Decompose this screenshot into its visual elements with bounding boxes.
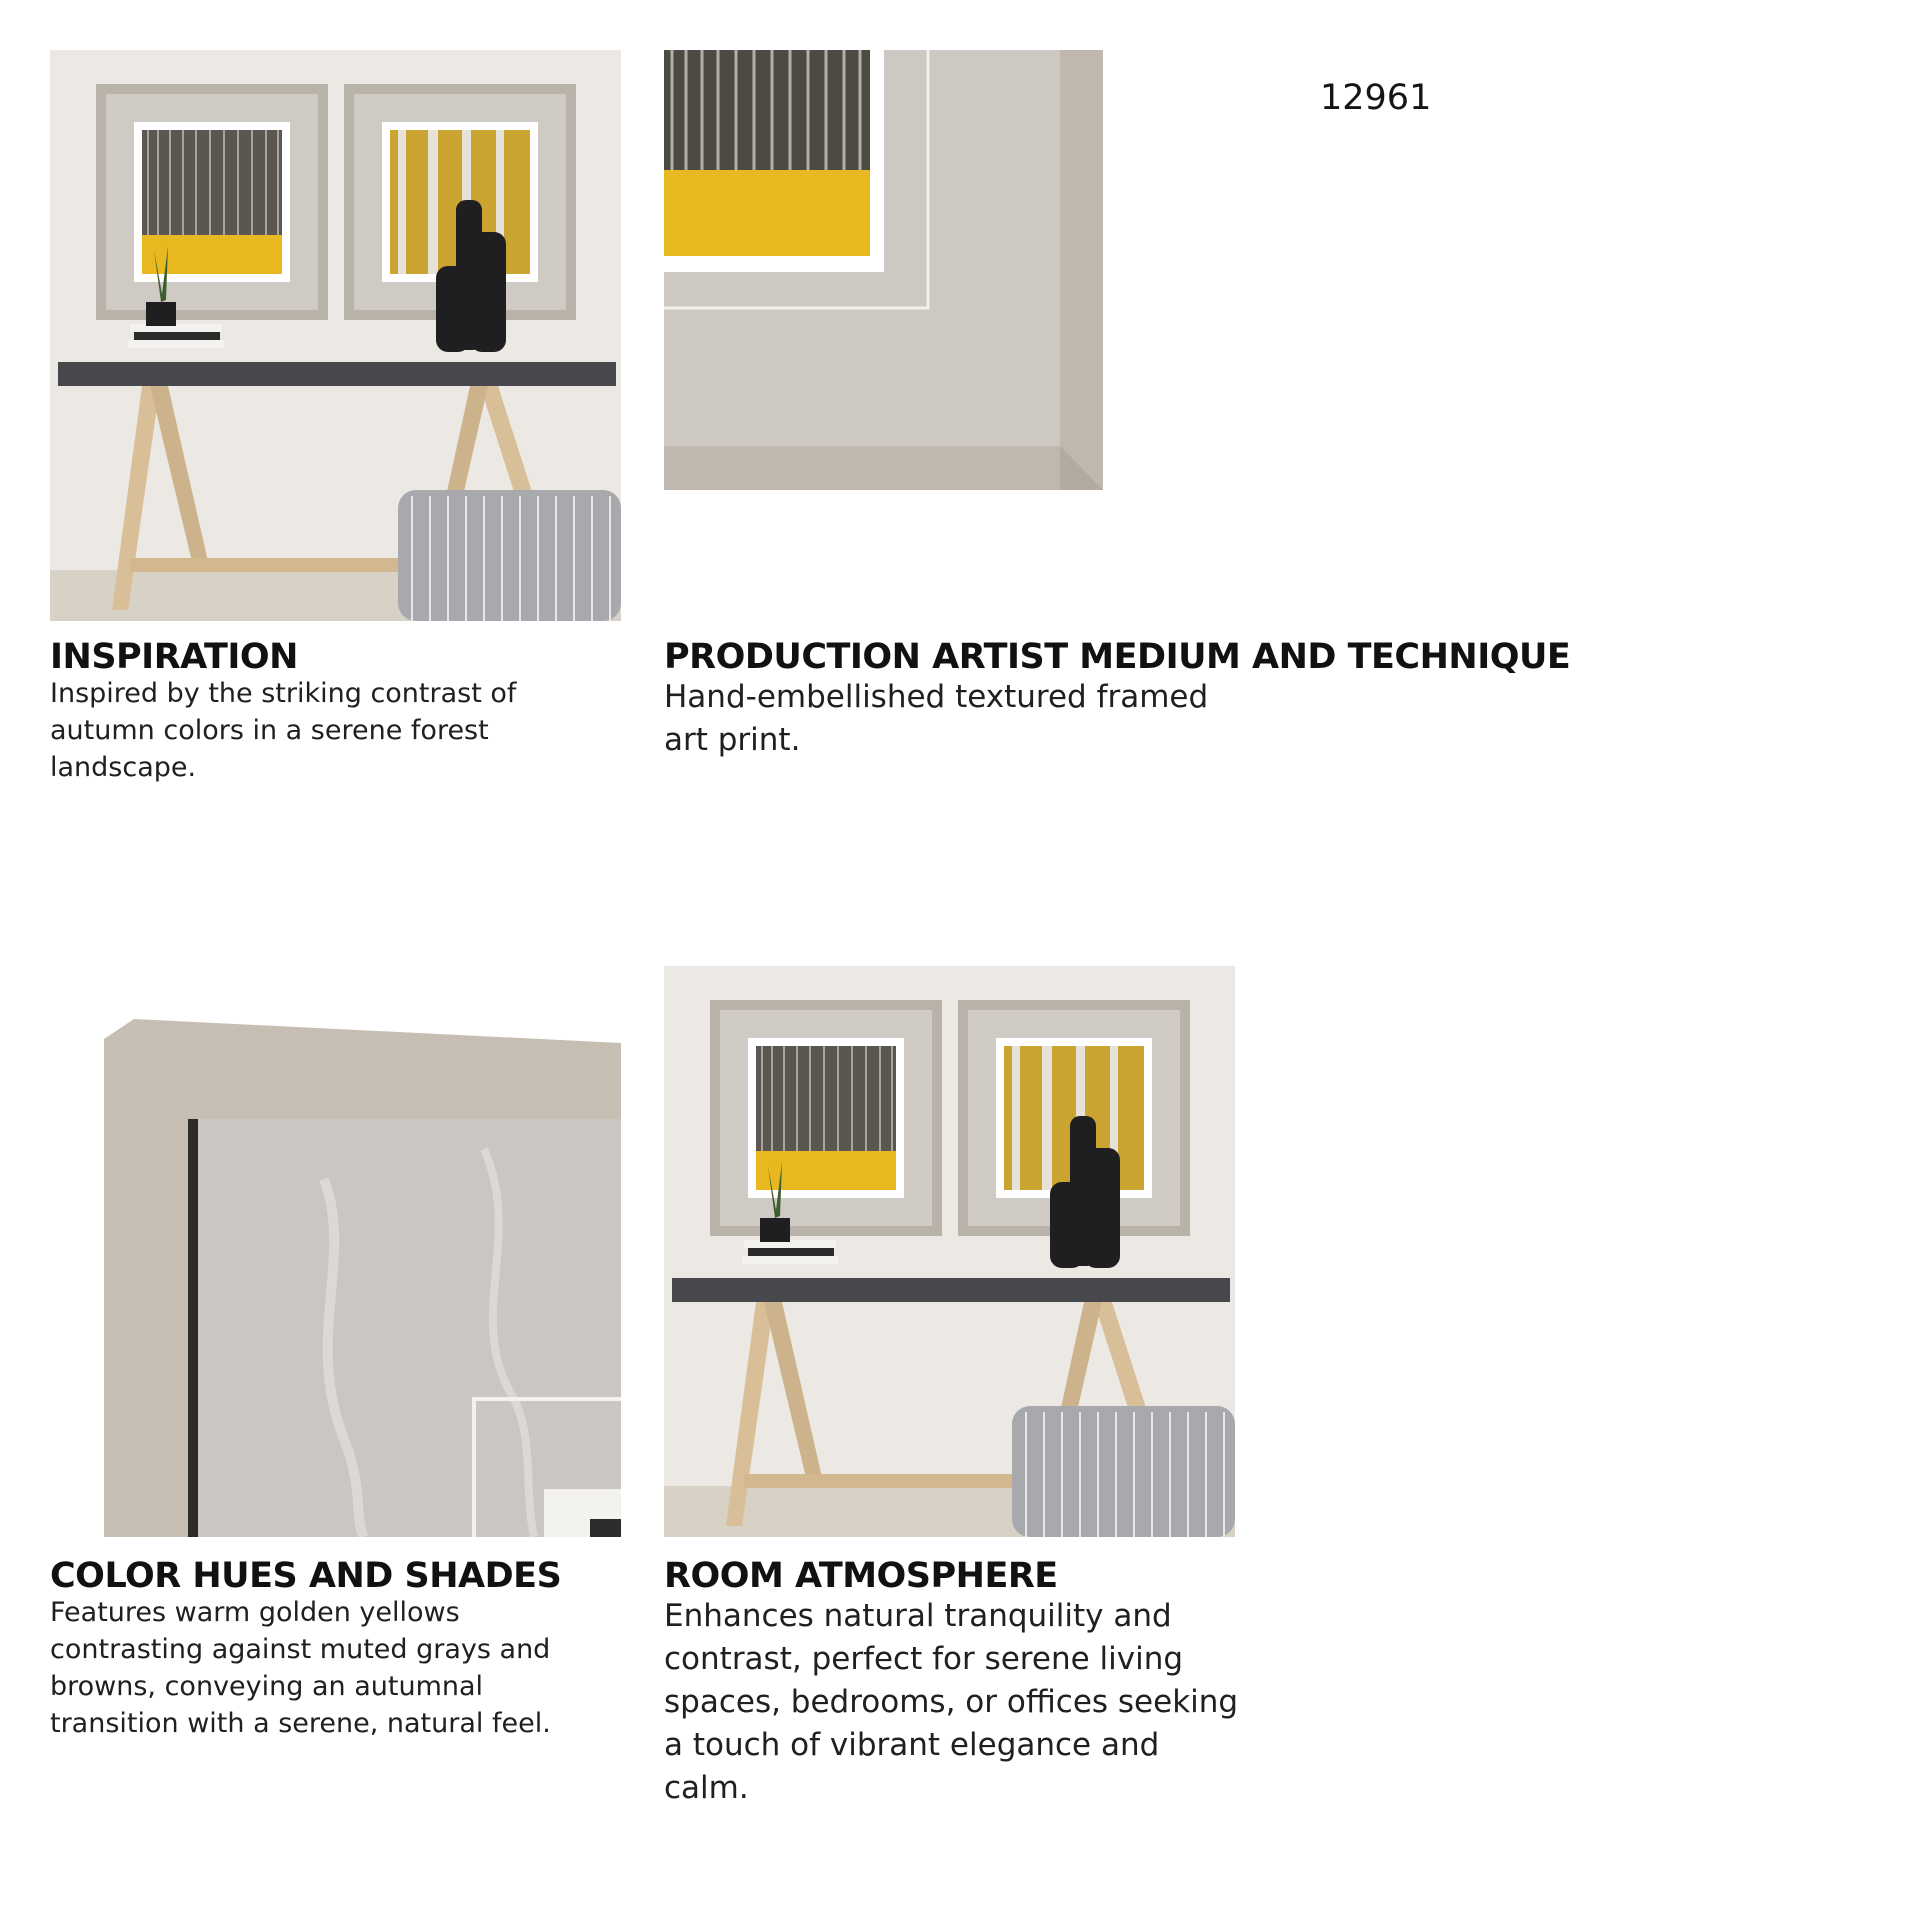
room-atmosphere-heading: ROOM ATMOSPHERE xyxy=(664,1556,1058,1596)
production-heading: PRODUCTION ARTIST MEDIUM AND TECHNIQUE xyxy=(664,637,1571,677)
color-hues-body: Features warm golden yellows contrasting against muted grays and browns, conveying an autumnal transition with a serene, natural feel. xyxy=(50,1597,551,1739)
room-scene-photo xyxy=(50,50,621,621)
room-atmosphere-photo xyxy=(664,966,1235,1537)
production-body: Hand-embellished textured framed art print. xyxy=(664,679,1209,758)
room-atmosphere-body: Enhances natural tranquility and contrast, perfect for serene living spaces, bedrooms, or offices seeking a touch of vibrant elegance and calm. xyxy=(664,1598,1239,1806)
inspiration-body: Inspired by the striking contrast of autumn colors in a serene forest landscape. xyxy=(50,678,517,783)
frame-texture-closeup-photo xyxy=(104,1019,621,1537)
inspiration-heading: INSPIRATION xyxy=(50,637,298,677)
frame-corner-closeup-photo xyxy=(664,50,1103,490)
product-id: 12961 xyxy=(1320,78,1432,118)
color-hues-heading: COLOR HUES AND SHADES xyxy=(50,1556,562,1596)
